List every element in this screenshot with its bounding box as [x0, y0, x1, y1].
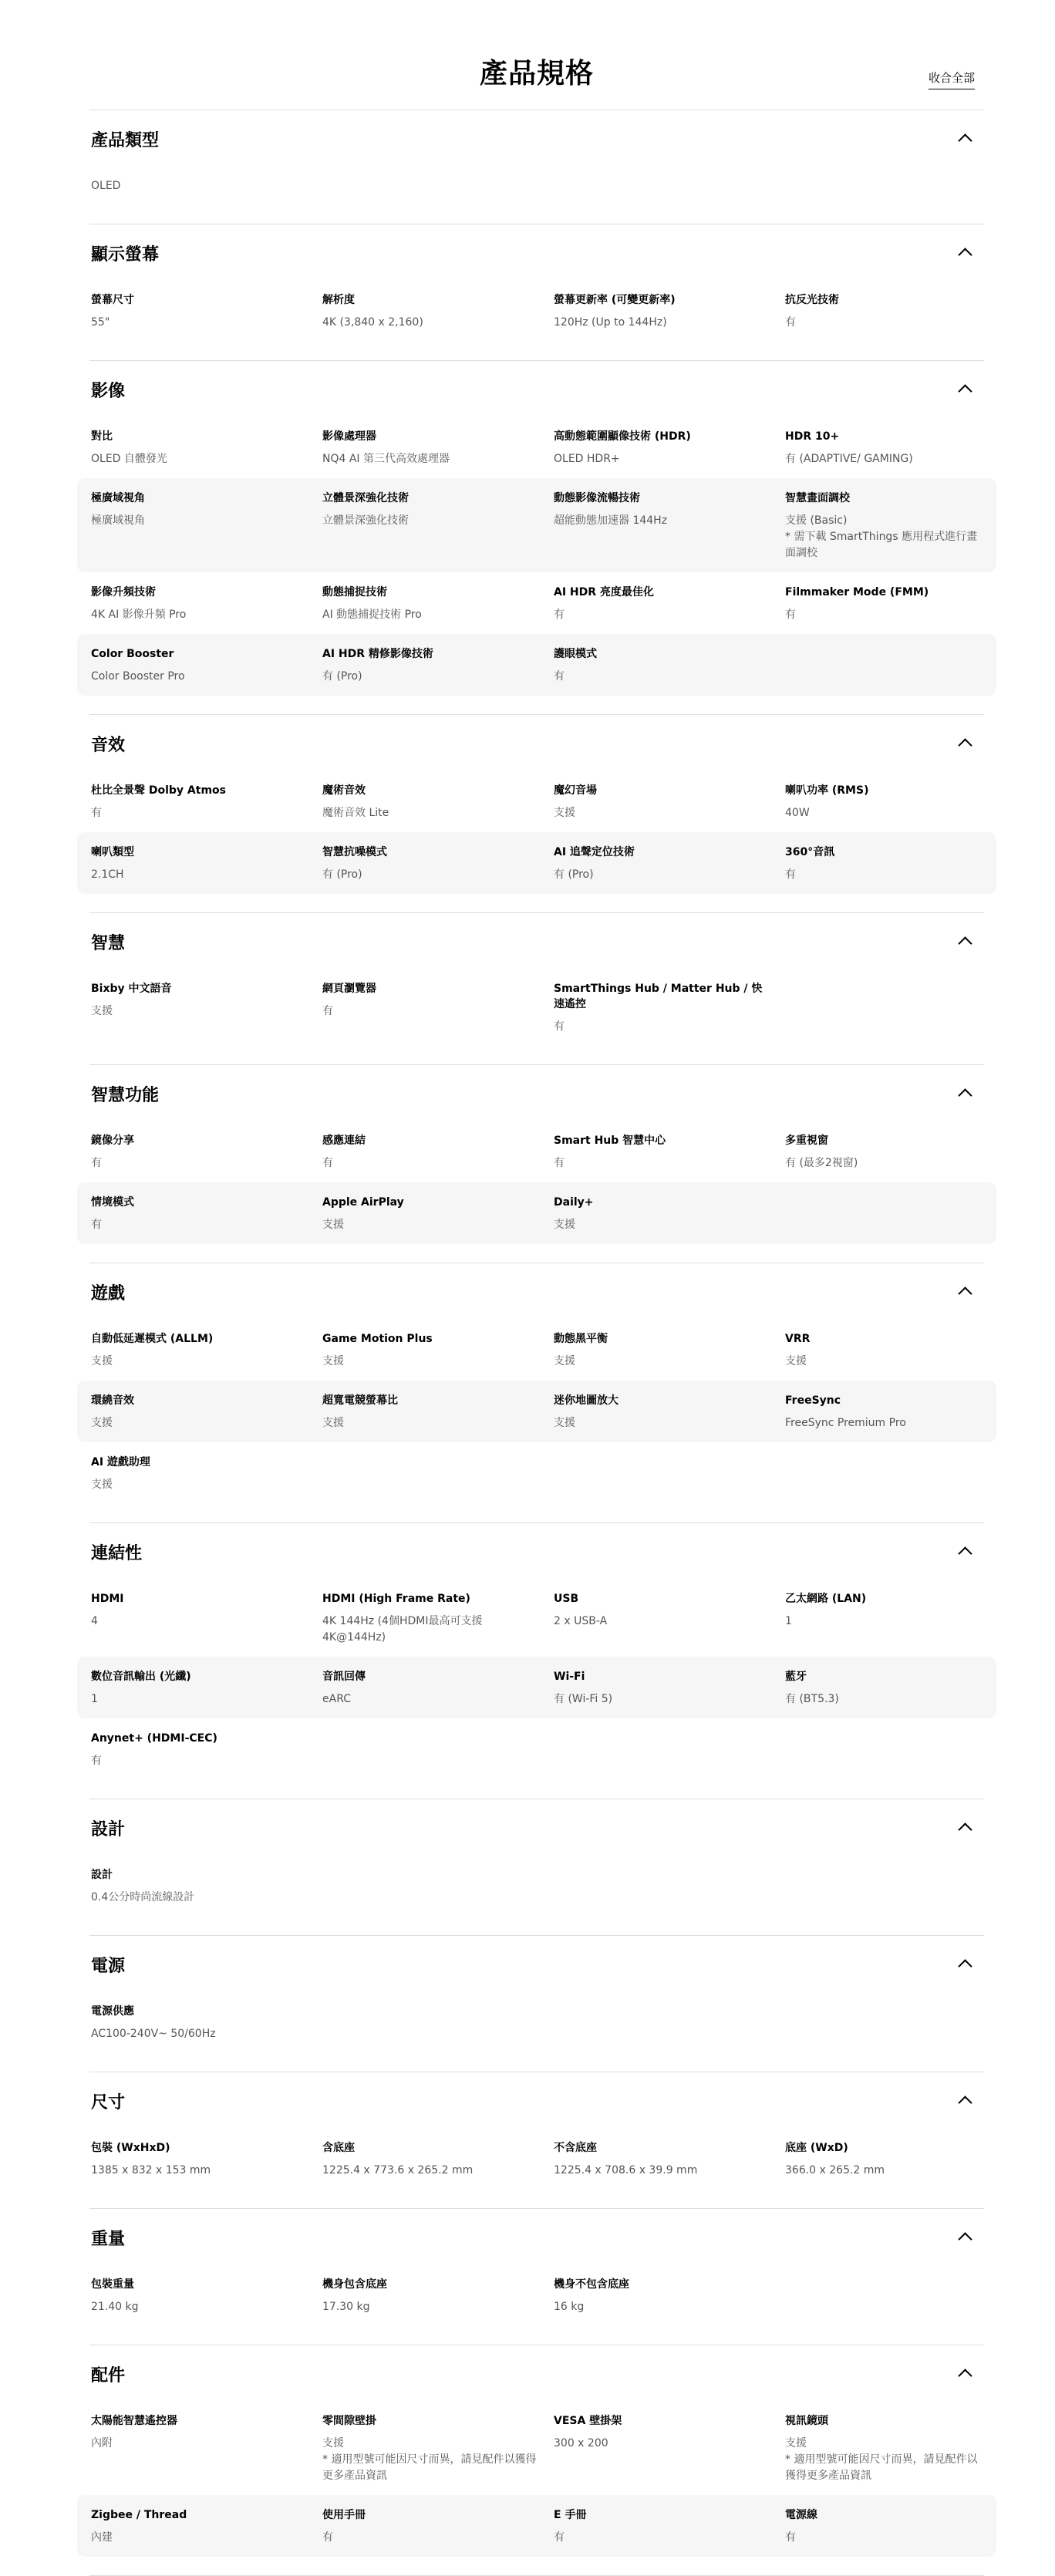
section-title: 影像	[91, 382, 126, 401]
spec-item	[322, 2507, 554, 2546]
spec-item	[785, 491, 993, 561]
page-header	[89, 0, 984, 110]
spec-item	[322, 646, 554, 685]
spec-item	[785, 2140, 993, 2179]
spec-item	[91, 1133, 322, 1172]
spec-label: AI HDR 精修影像技術	[322, 648, 433, 660]
spec-row	[77, 832, 996, 894]
spec-section	[89, 110, 984, 224]
spec-value: 極廣域視角	[91, 514, 145, 527]
spec-item	[554, 585, 785, 623]
spec-label: 網頁瀏覽器	[322, 983, 376, 995]
spec-value: 立體景深強化技術	[322, 514, 409, 527]
spec-value: 支援	[554, 1219, 575, 1231]
section-header[interactable]	[89, 1799, 984, 1855]
spec-label: 解析度	[322, 294, 355, 306]
section-header[interactable]	[89, 110, 984, 166]
spec-value: 1225.4 x 708.6 x 39.9 mm	[554, 2164, 698, 2176]
spec-value: 支援	[554, 807, 575, 819]
spec-value: 支援	[554, 1417, 575, 1429]
chevron-up-icon[interactable]	[958, 738, 972, 752]
spec-item	[91, 1867, 322, 1906]
spec-label: Game Motion Plus	[322, 1333, 433, 1345]
spec-row	[77, 1182, 996, 1244]
collapse-all-button[interactable]: 收合全部	[929, 69, 975, 89]
spec-value: eARC	[322, 1693, 351, 1705]
spec-label: 數位音訊輸出 (光纖)	[91, 1671, 191, 1683]
spec-item	[785, 585, 993, 623]
spec-value: AI 動態捕捉技術 Pro	[322, 609, 422, 621]
section-title: 智慧功能	[91, 1086, 160, 1105]
spec-section	[89, 1936, 984, 2072]
spec-item	[322, 2413, 554, 2484]
spec-label: 喇叭類型	[91, 846, 134, 858]
spec-item	[554, 845, 785, 883]
spec-value: 有 (Pro)	[322, 670, 362, 683]
section-title: 音效	[91, 736, 126, 755]
spec-value: 支援	[91, 1417, 113, 1429]
spec-label: 鏡像分享	[91, 1135, 134, 1147]
chevron-up-icon[interactable]	[958, 1822, 972, 1836]
spec-label: 立體景深強化技術	[322, 492, 409, 504]
spec-section	[89, 913, 984, 1065]
spec-value: 支援	[322, 1219, 344, 1231]
spec-item	[554, 2507, 785, 2546]
spec-value: 支援	[554, 1355, 575, 1367]
spec-row	[77, 478, 996, 572]
section-header[interactable]	[89, 913, 984, 969]
section-title: 設計	[91, 1820, 126, 1839]
spec-item	[554, 491, 785, 561]
spec-label: 含底座	[322, 2142, 355, 2154]
spec-label: 機身不包含底座	[554, 2278, 629, 2291]
spec-item	[322, 2277, 554, 2315]
spec-label: 魔幻音場	[554, 784, 597, 797]
spec-label: 機身包含底座	[322, 2278, 387, 2291]
spec-value: 支援 * 適用型號可能因尺寸而異，請見配件以獲得更多產品資訊	[322, 2437, 537, 2482]
spec-item	[554, 1393, 785, 1431]
spec-label: 魔術音效	[322, 784, 366, 797]
spec-value: 366.0 x 265.2 mm	[785, 2164, 885, 2176]
spec-row	[77, 2401, 996, 2495]
section-title: 電源	[91, 1957, 126, 1976]
spec-label: Anynet+ (HDMI-CEC)	[91, 1732, 217, 1745]
spec-value: 內附	[91, 2437, 113, 2450]
section-title: 連結性	[91, 1544, 143, 1563]
spec-value: 1	[91, 1693, 98, 1705]
spec-value: 有	[785, 316, 796, 329]
section-header[interactable]	[89, 2345, 984, 2401]
spec-value: 300 x 200	[554, 2437, 608, 2450]
section-header[interactable]	[89, 1936, 984, 1991]
spec-item	[554, 2413, 785, 2484]
spec-label: HDMI	[91, 1593, 124, 1605]
spec-item	[785, 1133, 993, 1172]
chevron-up-icon[interactable]	[958, 2369, 972, 2382]
spec-section	[89, 1263, 984, 1523]
section-title: 智慧	[91, 934, 126, 953]
spec-value: 支援 * 適用型號可能因尺寸而異，請見配件以獲得更多產品資訊	[785, 2437, 978, 2482]
spec-row	[77, 1442, 996, 1504]
spec-item	[322, 491, 554, 561]
spec-value: 4K 144Hz (4個HDMI最高可支援4K@144Hz)	[322, 1615, 483, 1644]
spec-value: 120Hz (Up to 144Hz)	[554, 316, 667, 329]
spec-label: 杜比全景聲 Dolby Atmos	[91, 784, 226, 797]
section-header[interactable]	[89, 1523, 984, 1579]
spec-row	[77, 1579, 996, 1657]
spec-item	[554, 981, 785, 1035]
spec-value: 有	[91, 1755, 102, 1767]
spec-row	[77, 2495, 996, 2557]
spec-value: 有 (Pro)	[322, 868, 362, 881]
spec-row	[77, 1855, 996, 1917]
spec-value: 有	[322, 1157, 333, 1169]
spec-value: 1	[785, 1615, 792, 1627]
chevron-up-icon[interactable]	[958, 2232, 972, 2246]
spec-value: 支援	[91, 1005, 113, 1017]
section-title: 顯示螢幕	[91, 245, 160, 265]
spec-label: AI HDR 亮度最佳化	[554, 586, 654, 598]
spec-label: 電源供應	[91, 2005, 134, 2018]
spec-label: Wi-Fi	[554, 1671, 585, 1683]
spec-item	[322, 981, 554, 1035]
spec-value: 有	[554, 1020, 565, 1033]
chevron-up-icon[interactable]	[958, 2096, 972, 2109]
spec-value: 有	[554, 609, 565, 621]
spec-item	[554, 1133, 785, 1172]
spec-item	[91, 1393, 322, 1431]
spec-value: 有	[554, 1157, 565, 1169]
spec-value: 有	[322, 1005, 333, 1017]
spec-item	[785, 1591, 993, 1646]
spec-label: Smart Hub 智慧中心	[554, 1135, 666, 1147]
spec-value: OLED	[91, 180, 121, 192]
spec-item	[91, 2413, 322, 2484]
spec-row	[77, 770, 996, 832]
section-header[interactable]	[89, 1263, 984, 1319]
spec-label: 環繞音效	[91, 1394, 134, 1407]
spec-item	[785, 1393, 993, 1431]
spec-value: 超能動態加速器 144Hz	[554, 514, 668, 527]
spec-row	[77, 2264, 996, 2326]
spec-label: 360°音訊	[785, 846, 835, 858]
spec-value: 2.1CH	[91, 868, 124, 881]
spec-label: 護眼模式	[554, 648, 597, 660]
spec-section	[89, 1065, 984, 1263]
spec-sections	[89, 110, 984, 2576]
section-header[interactable]	[89, 1065, 984, 1121]
spec-item	[785, 1331, 993, 1370]
spec-label: 自動低延遲模式 (ALLM)	[91, 1333, 214, 1345]
spec-row	[77, 416, 996, 478]
spec-item	[785, 845, 993, 883]
spec-item	[554, 2277, 785, 2315]
spec-label: 多重視窗	[785, 1135, 828, 1147]
spec-item	[554, 2140, 785, 2179]
spec-item	[322, 1393, 554, 1431]
spec-label: HDR 10+	[785, 430, 840, 443]
chevron-up-icon[interactable]	[958, 1088, 972, 1102]
spec-section	[89, 224, 984, 361]
spec-label: 動態黑平衡	[554, 1333, 608, 1345]
spec-label: VESA 壁掛架	[554, 2415, 622, 2427]
spec-value: 有 (ADAPTIVE/ GAMING)	[785, 453, 913, 465]
spec-value: 有 (Wi-Fi 5)	[554, 1693, 613, 1705]
section-header[interactable]	[89, 224, 984, 280]
spec-value: 有	[91, 1219, 102, 1231]
spec-value: 4	[91, 1615, 98, 1627]
spec-label: 乙太網路 (LAN)	[785, 1593, 867, 1605]
spec-section	[89, 361, 984, 715]
spec-row	[77, 166, 996, 205]
spec-label: 動態捕捉技術	[322, 586, 387, 598]
spec-item	[322, 845, 554, 883]
spec-item	[554, 646, 785, 685]
spec-row	[77, 634, 996, 696]
spec-value: 21.40 kg	[91, 2301, 139, 2313]
spec-section	[89, 1523, 984, 1799]
spec-section	[89, 715, 984, 913]
spec-item	[91, 585, 322, 623]
spec-label: 螢幕更新率 (可變更新率)	[554, 294, 676, 306]
spec-value: 有	[91, 807, 102, 819]
spec-value: 有 (BT5.3)	[785, 1693, 839, 1705]
section-title: 尺寸	[91, 2093, 126, 2112]
spec-value: 2 x USB-A	[554, 1615, 608, 1627]
chevron-up-icon[interactable]	[958, 384, 972, 398]
spec-item	[785, 292, 993, 331]
spec-label: AI 追聲定位技術	[554, 846, 635, 858]
spec-item	[91, 1331, 322, 1370]
spec-item	[785, 2413, 993, 2484]
spec-value: 4K (3,840 x 2,160)	[322, 316, 423, 329]
spec-label: 超寬電競螢幕比	[322, 1394, 398, 1407]
spec-item	[91, 491, 322, 561]
spec-section	[89, 2209, 984, 2345]
spec-value: 有 (最多2視窗)	[785, 1157, 858, 1169]
spec-value: 有	[91, 1157, 102, 1169]
spec-row	[77, 2128, 996, 2190]
spec-item	[322, 1669, 554, 1708]
spec-value: 有	[785, 609, 796, 621]
section-title: 產品類型	[91, 131, 160, 150]
section-title: 配件	[91, 2366, 126, 2385]
spec-item	[91, 178, 322, 194]
spec-item	[91, 2140, 322, 2179]
spec-item	[322, 2140, 554, 2179]
spec-section	[89, 2072, 984, 2209]
spec-value: 支援	[785, 1355, 807, 1367]
spec-item	[554, 1331, 785, 1370]
spec-item	[322, 292, 554, 331]
spec-item	[554, 292, 785, 331]
spec-value: 有	[554, 670, 565, 683]
spec-label: 不含底座	[554, 2142, 597, 2154]
spec-value: 55"	[91, 316, 110, 329]
spec-value: 有	[785, 868, 796, 881]
section-header[interactable]	[89, 2072, 984, 2128]
spec-label: 螢幕尺寸	[91, 294, 134, 306]
spec-value: 16 kg	[554, 2301, 585, 2313]
spec-item	[91, 981, 322, 1035]
spec-value: 有	[785, 2531, 796, 2544]
spec-row	[77, 572, 996, 634]
page-title: 產品規格	[479, 58, 594, 89]
spec-label: 音訊回傳	[322, 1671, 366, 1683]
spec-label: 底座 (WxD)	[785, 2142, 848, 2154]
spec-item	[91, 429, 322, 467]
spec-item	[785, 1669, 993, 1708]
spec-label: 高動態範圍顯像技術 (HDR)	[554, 430, 691, 443]
spec-section	[89, 2345, 984, 2576]
spec-item	[91, 845, 322, 883]
spec-label: SmartThings Hub / Matter Hub / 快速遙控	[554, 983, 763, 1010]
section-header[interactable]	[89, 361, 984, 416]
spec-label: Bixby 中文語音	[91, 983, 172, 995]
spec-value: 支援	[91, 1479, 113, 1491]
section-header[interactable]	[89, 2209, 984, 2264]
spec-item	[554, 429, 785, 467]
spec-section	[89, 1799, 984, 1936]
spec-item	[322, 1591, 554, 1646]
spec-item	[322, 1133, 554, 1172]
spec-value: 內建	[91, 2531, 113, 2544]
spec-label: 零間隙壁掛	[322, 2415, 376, 2427]
chevron-up-icon[interactable]	[958, 1959, 972, 1973]
spec-item	[554, 1591, 785, 1646]
spec-label: 使用手冊	[322, 2509, 366, 2521]
spec-label: 電源線	[785, 2509, 817, 2521]
spec-label: HDMI (High Frame Rate)	[322, 1593, 470, 1605]
spec-label: Daily+	[554, 1196, 594, 1209]
spec-label: AI 遊戲助理	[91, 1456, 150, 1468]
spec-item	[322, 585, 554, 623]
spec-label: 包裝 (WxHxD)	[91, 2142, 170, 2154]
spec-row	[77, 969, 996, 1046]
spec-label: 喇叭功率 (RMS)	[785, 784, 869, 797]
spec-item	[91, 2277, 322, 2315]
spec-row	[77, 1991, 996, 2053]
spec-item	[91, 1195, 322, 1233]
spec-item	[785, 783, 993, 821]
spec-label: Apple AirPlay	[322, 1196, 404, 1209]
spec-item	[554, 1195, 785, 1233]
spec-label: 抗反光技術	[785, 294, 839, 306]
spec-value: 1385 x 832 x 153 mm	[91, 2164, 211, 2176]
spec-label: E 手冊	[554, 2509, 587, 2521]
spec-label: VRR	[785, 1333, 811, 1345]
spec-label: 感應連結	[322, 1135, 366, 1147]
spec-value: Color Booster Pro	[91, 670, 185, 683]
chevron-up-icon[interactable]	[958, 248, 972, 261]
spec-item	[785, 429, 993, 467]
spec-item	[785, 2507, 993, 2546]
spec-item	[91, 646, 322, 685]
spec-label: 設計	[91, 1869, 113, 1881]
spec-item	[91, 2507, 322, 2546]
spec-label: 影像升頻技術	[91, 586, 156, 598]
spec-value: 支援 (Basic) * 需下載 SmartThings 應用程式進行畫面調校	[785, 514, 978, 559]
spec-item	[91, 1669, 322, 1708]
spec-value: 支援	[91, 1355, 113, 1367]
spec-label: USB	[554, 1593, 579, 1605]
spec-item	[91, 1455, 322, 1493]
spec-value: NQ4 AI 第三代高效處理器	[322, 453, 450, 465]
spec-item	[91, 1591, 322, 1646]
spec-label: Color Booster	[91, 648, 174, 660]
spec-item	[322, 429, 554, 467]
spec-value: 有	[554, 2531, 565, 2544]
spec-label: 對比	[91, 430, 113, 443]
spec-row	[77, 1657, 996, 1718]
chevron-up-icon[interactable]	[958, 936, 972, 950]
spec-item	[322, 783, 554, 821]
chevron-up-icon[interactable]	[958, 1286, 972, 1300]
section-title: 重量	[91, 2230, 126, 2249]
spec-value: 40W	[785, 807, 810, 819]
spec-value: 有 (Pro)	[554, 868, 594, 881]
spec-item	[322, 1195, 554, 1233]
spec-label: 太陽能智慧遙控器	[91, 2415, 177, 2427]
spec-label: 動態影像流暢技術	[554, 492, 640, 504]
spec-row	[77, 1121, 996, 1182]
spec-item	[554, 1669, 785, 1708]
spec-label: 影像處理器	[322, 430, 376, 443]
spec-row	[77, 1718, 996, 1780]
spec-value: AC100-240V~ 50/60Hz	[91, 2028, 216, 2040]
section-header[interactable]	[89, 715, 984, 770]
spec-label: 藍牙	[785, 1671, 807, 1683]
spec-value: FreeSync Premium Pro	[785, 1417, 906, 1429]
spec-item	[91, 292, 322, 331]
spec-value: 4K AI 影像升頻 Pro	[91, 609, 187, 621]
spec-value: OLED 自體發光	[91, 453, 167, 465]
spec-label: 智慧畫面調校	[785, 492, 850, 504]
spec-value: 支援	[322, 1417, 344, 1429]
spec-label: 包裝重量	[91, 2278, 134, 2291]
spec-row	[77, 1319, 996, 1381]
spec-row	[77, 1381, 996, 1442]
spec-item	[91, 1731, 322, 1769]
section-title: 遊戲	[91, 1284, 126, 1303]
spec-item	[554, 783, 785, 821]
spec-row	[77, 280, 996, 342]
spec-label: FreeSync	[785, 1394, 841, 1407]
spec-item	[91, 783, 322, 821]
spec-value: 17.30 kg	[322, 2301, 370, 2313]
spec-value: 支援	[322, 1355, 344, 1367]
spec-label: 情境模式	[91, 1196, 134, 1209]
spec-value: 0.4公分時尚流線設計	[91, 1891, 195, 1903]
spec-label: 迷你地圖放大	[554, 1394, 619, 1407]
spec-label: Zigbee / Thread	[91, 2509, 187, 2521]
spec-label: 視訊鏡頭	[785, 2415, 828, 2427]
spec-label: 智慧抗噪模式	[322, 846, 387, 858]
spec-item	[91, 2004, 322, 2042]
spec-label: Filmmaker Mode (FMM)	[785, 586, 929, 598]
spec-value: 魔術音效 Lite	[322, 807, 389, 819]
chevron-up-icon[interactable]	[958, 133, 972, 147]
spec-value: OLED HDR+	[554, 453, 620, 465]
spec-value: 1225.4 x 773.6 x 265.2 mm	[322, 2164, 474, 2176]
chevron-up-icon[interactable]	[958, 1546, 972, 1560]
spec-label: 極廣域視角	[91, 492, 145, 504]
spec-item	[322, 1331, 554, 1370]
spec-value: 有	[322, 2531, 333, 2544]
